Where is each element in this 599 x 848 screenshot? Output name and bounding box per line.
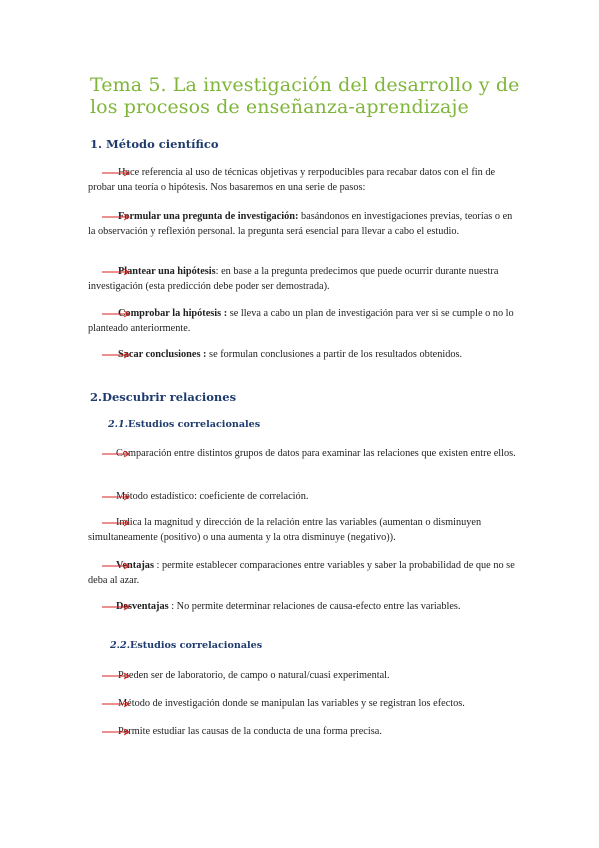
- subsection-heading: [110, 640, 262, 651]
- list-item: [102, 668, 522, 683]
- list-item: [102, 446, 522, 461]
- red-arrow-icon: [102, 603, 132, 611]
- list-item: [88, 264, 522, 294]
- subsection-number: 2.2.: [110, 640, 131, 651]
- item-bold: Comprobar la hipótesis :: [118, 308, 228, 319]
- item-text: Método de investigación donde se manipulan las variables y se registran los efectos.: [118, 698, 465, 709]
- item-text: Permite estudiar las causas de la conducta de una forma precisa.: [118, 726, 382, 737]
- red-arrow-icon: [102, 728, 132, 736]
- item-text: se lleva a cabo un plan de investigación para ver si se cumple o no lo planteado anteriormente.: [88, 308, 514, 334]
- list-item: [88, 165, 522, 195]
- list-item: [88, 306, 522, 336]
- list-item: [102, 696, 522, 711]
- red-arrow-icon: [102, 672, 132, 680]
- list-item: [102, 489, 522, 504]
- section-heading-descubrir-relaciones: 2.Descubrir relaciones: [90, 390, 237, 404]
- red-arrow-icon: [102, 519, 132, 527]
- subsection-label: Estudios correlacionales: [130, 640, 263, 651]
- item-bold: Ventajas: [116, 560, 154, 571]
- item-text: : No permite determinar relaciones de causa-efecto entre las variables.: [168, 601, 461, 612]
- red-arrow-icon: [102, 213, 132, 221]
- item-text: Hace referencia al uso de técnicas objetivas y rerpoducibles para recabar datos con el fin de probar una teoría o hipótesis. Nos basaremos en una serie de pasos:: [88, 167, 496, 193]
- red-arrow-icon: [102, 169, 132, 177]
- item-text: Indica la magnitud y dirección de la relación entre las variables (aumentan o disminuyen simultaneamente (positivo) o una aumenta y la otra disminuye (negativo)).: [88, 517, 482, 543]
- item-text: : permite establecer comparaciones entre variables y saber la probabilidad de que no se deba al azar.: [88, 560, 515, 586]
- list-item: [102, 347, 522, 362]
- item-text: se formulan conclusiones a partir de los resultados obtenidos.: [206, 349, 463, 360]
- item-text: Comparación entre distintos grupos de datos para examinar las relaciones que existen entre ellos.: [116, 448, 516, 459]
- list-item: [88, 515, 522, 545]
- red-arrow-icon: [102, 268, 132, 276]
- document-title: Tema 5. La investigación del desarrollo y de los procesos de enseñanza-aprendizaje: [90, 74, 520, 118]
- item-text: Pueden ser de laboratorio, de campo o natural/cuasi experimental.: [118, 670, 390, 681]
- list-item: [88, 209, 522, 239]
- item-bold: Plantear una hipótesis: [118, 266, 216, 277]
- section-heading-metodo-cientifico: 1. Método científico: [90, 137, 219, 151]
- item-bold: Formular una pregunta de investigación:: [118, 211, 299, 222]
- red-arrow-icon: [102, 562, 132, 570]
- red-arrow-icon: [102, 450, 132, 458]
- item-bold: Desventajas: [116, 601, 169, 612]
- red-arrow-icon: [102, 310, 132, 318]
- list-item: [102, 724, 522, 739]
- item-bold: Sacar conclusiones :: [118, 349, 207, 360]
- item-text: Método estadístico: coeficiente de correlación.: [116, 491, 309, 502]
- list-item: [102, 599, 522, 614]
- red-arrow-icon: [102, 493, 132, 501]
- list-item: [88, 558, 522, 588]
- red-arrow-icon: [102, 351, 132, 359]
- red-arrow-icon: [102, 700, 132, 708]
- subsection-number: 2.1.: [108, 419, 129, 430]
- subsection-label: Estudios correlacionales: [128, 419, 261, 430]
- item-text: basándonos en investigaciones previas, teorías o en la observación y reflexión personal. la pregunta será esencial para llevar a cabo el estudio.: [88, 211, 513, 237]
- subsection-heading: [108, 419, 260, 430]
- item-text: : en base a la pregunta predecimos que puede ocurrir durante nuestra investigación (esta predicción debe poder ser demostrada).: [88, 266, 499, 292]
